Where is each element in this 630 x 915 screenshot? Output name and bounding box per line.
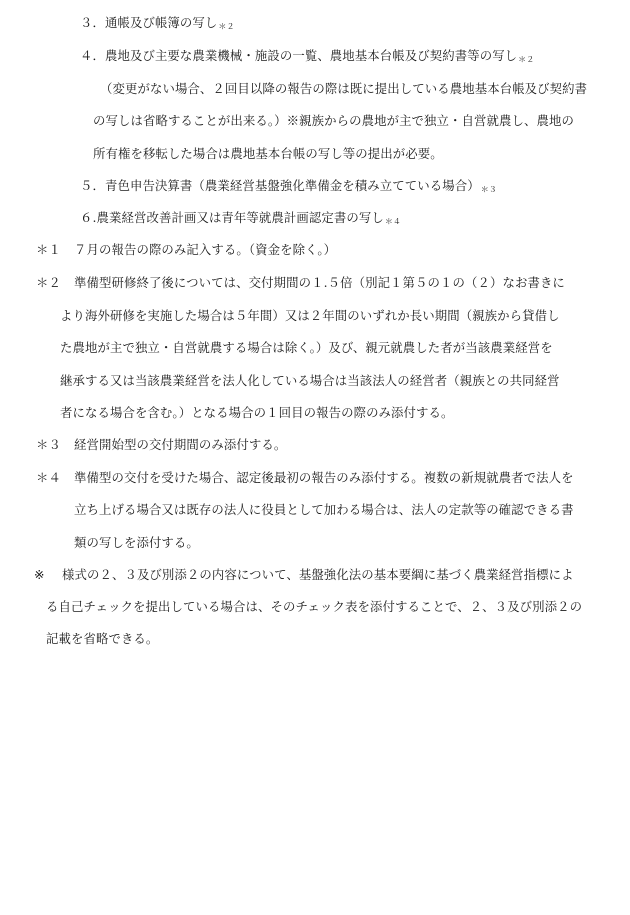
- note-1: [36, 241, 336, 259]
- note-4: [36, 469, 574, 487]
- remark-mark: ※: [34, 567, 45, 582]
- note-1-mark: ＊１: [36, 242, 61, 257]
- attachment-item-4-para-line-1: （変更がない場合、２回目以降の報告の際は既に提出している農地基本台帳及び契約書: [100, 81, 588, 96]
- note-2-line-5: 者になる場合を含む。）となる場合の１回目の報告の際のみ添付する。: [60, 405, 454, 420]
- remark-line-2: る自己チェックを提出している場合は、そのチェック表を添付することで、２、３及び別添２の: [46, 599, 583, 614]
- attachment-item-4-note: ＊２: [518, 55, 535, 64]
- attachment-item-5: [80, 177, 497, 199]
- note-1-line-1: ７月の報告の際のみ記入する。（資金を除く。）: [74, 242, 337, 257]
- note-2-line-2: より海外研修を実施した場合は５年間）又は２年間のいずれか長い期間（親族から貸借し: [60, 308, 560, 323]
- attachment-item-4-text: ４．農地及び主要な農業機械・施設の一覧、農地基本台帳及び契約書等の写し: [80, 48, 518, 63]
- attachment-item-4-para-line-3: 所有権を移転した場合は農地基本台帳の写し等の提出が必要。: [93, 146, 443, 161]
- attachment-item-6: [80, 209, 401, 231]
- note-2-line-3: た農地が主で独立・自営就農する場合は除く。）及び、親元就農した者が当該農業経営を: [60, 340, 553, 355]
- note-4-line-2: 立ち上げる場合又は既存の法人に役員として加わる場合は、法人の定款等の確認できる書: [74, 502, 574, 517]
- note-3-mark: ＊３: [36, 437, 61, 452]
- remark-line-3: 記載を省略できる。: [46, 631, 159, 646]
- attachment-item-3: [80, 14, 235, 36]
- remark: [34, 566, 574, 584]
- attachment-item-4: [80, 47, 534, 69]
- note-4-line-1: 準備型の交付を受けた場合、認定後最初の報告のみ添付する。複数の新規就農者で法人を: [74, 470, 574, 485]
- note-3: [36, 436, 286, 454]
- note-2-mark: ＊２: [36, 275, 61, 290]
- attachment-item-5-text: ５．青色申告決算書（農業経営基盤強化準備金を積み立てている場合）: [80, 178, 480, 193]
- attachment-item-5-note: ＊３: [480, 185, 497, 194]
- attachment-item-3-note: ＊２: [218, 22, 235, 31]
- note-2-line-4: 継承する又は当該農業経営を法人化している場合は当該法人の経営者（親族との共同経営: [60, 373, 560, 388]
- note-3-line-1: 経営開始型の交付期間のみ添付する。: [74, 437, 287, 452]
- note-2: [36, 274, 565, 292]
- attachment-item-4-para-line-2: の写しは省略することが出来る。）※親族からの農地が主で独立・自営就農し、農地の: [93, 113, 574, 128]
- attachment-item-3-text: ３．通帳及び帳簿の写し: [80, 15, 218, 30]
- attachment-item-6-text: ６.農業経営改善計画又は青年等就農計画認定書の写し: [80, 210, 384, 225]
- note-4-line-3: 類の写しを添付する。: [74, 535, 199, 550]
- attachment-item-6-note: ＊４: [384, 217, 402, 226]
- note-2-line-1: 準備型研修終了後については、交付期間の１.５倍（別記１第５の１の（２）なお書きに: [74, 275, 565, 290]
- remark-line-1: 様式の２、３及び別添２の内容について、基盤強化法の基本要綱に基づく農業経営指標によ: [62, 567, 574, 582]
- note-4-mark: ＊４: [36, 470, 61, 485]
